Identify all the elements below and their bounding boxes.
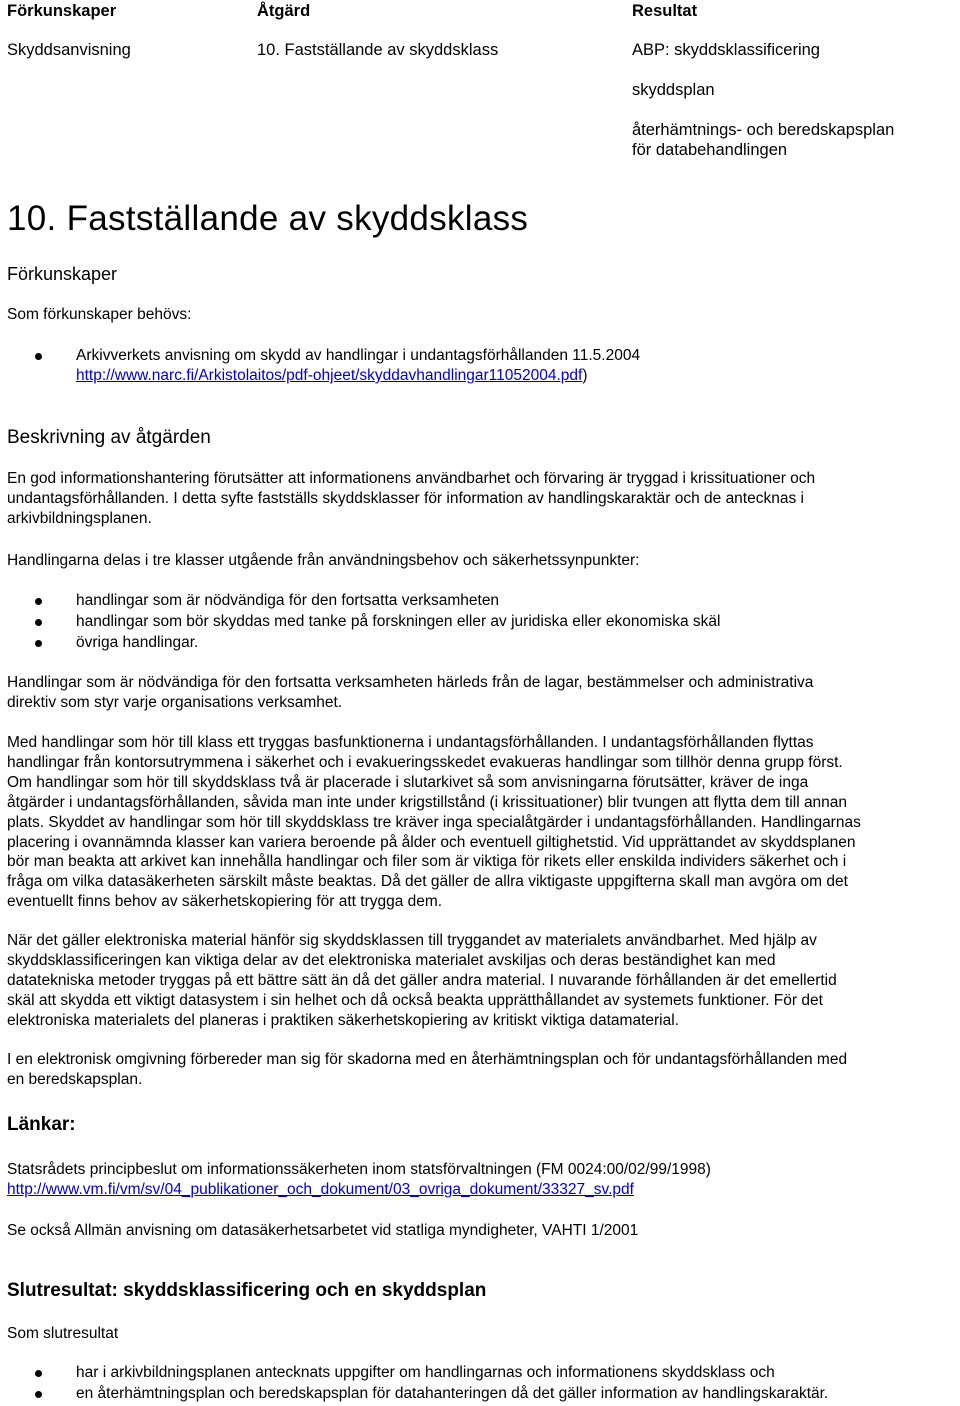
bullet-icon bbox=[35, 598, 42, 605]
description-paragraph-4: Med handlingar som hör till klass ett tryggas basfunktionerna i undantagsförhållanden. I undantagsförhållanden flyttas handlingar från kontorsutrymmena i säkerhet och i evakueringsskedet evakueras handlingar som tillhör denna grupp först. Om handlingar som hör till skyddsklass två är placerade i slutarkivet så som anvisningarna förutsätter, kräver de inga åtgärder i undantagsförhållanden, såvida man inte under krigstillstånd (i krissituationer) blir tvungen att flytta dem till annan plats. Skyddet av handlingar som hör till skyddsklass tre kräver inga specialåtgärder i undantagsförhållanden. Handlingarnas placering i ovannämnda klasser kan variera beroende på ålder och eventuell giltighetstid. Vid upprättandet av skyddsplanen bör man beakta att arkivet kan innehålla handlingar och filer som är viktiga för rikets eller enskilda individers säkerhet och i fråga om vilka datasäkerheten särskilt måste beaktas. Då det gäller de allra viktigaste uppgifterna skall man avgöra om det eventuellt finns behov av säkerhetskopiering för att trygga dem. bbox=[7, 734, 861, 911]
column-header-action: Åtgärd bbox=[257, 2, 311, 20]
classes-list bbox=[0, 591, 950, 654]
bullet-icon bbox=[35, 1391, 42, 1398]
list-item: har i arkivbildningsplanen antecknats uppgifter om handlingarnas och informationens skyddsklass och bbox=[0, 1363, 950, 1384]
bullet-icon bbox=[35, 619, 42, 626]
cell-action: 10. Fastställande av skyddsklass bbox=[257, 41, 499, 59]
list-item: övriga handlingar. bbox=[0, 633, 950, 654]
links-heading: Länkar: bbox=[7, 1114, 76, 1135]
section-title: 10. Fastställande av skyddsklass bbox=[7, 199, 529, 238]
narc-pdf-link[interactable]: http://www.narc.fi/Arkistolaitos/pdf-ohjeet/skyddavhandlingar11052004.pdf bbox=[76, 367, 583, 384]
link-reference-2: Se också Allmän anvisning om datasäkerhetsarbetet vid statliga myndigheter, VAHTI 1/2001 bbox=[7, 1222, 639, 1239]
cell-result-1: ABP: skyddsklassificering bbox=[632, 41, 820, 59]
bullet-icon bbox=[35, 1370, 42, 1377]
cell-result-4: för databehandlingen bbox=[632, 141, 788, 159]
list-item: Arkivverkets anvisning om skydd av handlingar i undantagsförhållanden 11.5.2004 bbox=[0, 346, 950, 367]
list-item: handlingar som bör skyddas med tanke på forskningen eller av juridiska eller ekonomiska skäl bbox=[0, 612, 950, 633]
link-reference-1: Statsrådets principbeslut om informationssäkerheten inom statsförvaltningen (FM 0024:00/02/99/1998) bbox=[7, 1161, 711, 1178]
bullet-icon bbox=[35, 353, 42, 360]
cell-prerequisite: Skyddsanvisning bbox=[7, 41, 131, 59]
description-paragraph-2: Handlingarna delas i tre klasser utgående från användningsbehov och säkerhetssynpunkter: bbox=[7, 552, 640, 569]
column-header-result: Resultat bbox=[632, 2, 698, 20]
list-item: en återhämtningsplan och beredskapsplan för datahanteringen då det gäller information av handlingskaraktär. bbox=[0, 1384, 950, 1405]
prerequisites-list bbox=[0, 346, 950, 367]
description-paragraph-1: En god informationshantering förutsätter att informationens användbarhet och förvaring är tryggad i krissituationer och undantagsförhållanden. I detta syfte fastställs skyddsklasser för information av handlingskaraktär och de antecknas i arkivbildningsplanen. bbox=[7, 470, 816, 527]
bullet-icon bbox=[35, 640, 42, 647]
final-result-intro: Som slutresultat bbox=[7, 1325, 119, 1342]
column-header-prerequisites: Förkunskaper bbox=[7, 2, 117, 20]
description-paragraph-6: I en elektronisk omgivning förbereder man sig för skadorna med en återhämtningsplan och för undantagsförhållanden med en beredskapsplan. bbox=[7, 1051, 848, 1088]
cell-result-2: skyddsplan bbox=[632, 81, 715, 99]
vm-pdf-link[interactable]: http://www.vm.fi/vm/sv/04_publikationer_och_dokument/03_ovriga_dokument/33327_sv.pdf bbox=[7, 1181, 634, 1198]
list-item: handlingar som är nödvändiga för den fortsatta verksamheten bbox=[0, 591, 950, 612]
prerequisites-heading: Förkunskaper bbox=[7, 264, 118, 284]
prerequisites-intro: Som förkunskaper behövs: bbox=[7, 306, 192, 323]
cell-result-3: återhämtnings- och beredskapsplan bbox=[632, 121, 895, 139]
final-result-heading: Slutresultat: skyddsklassificering och en skyddsplan bbox=[7, 1280, 487, 1301]
prerequisite-reference: http://www.narc.fi/Arkistolaitos/pdf-ohjeet/skyddavhandlingar11052004.pdf) bbox=[76, 367, 588, 384]
description-heading: Beskrivning av åtgärden bbox=[7, 427, 211, 448]
description-paragraph-3: Handlingar som är nödvändiga för den fortsatta verksamheten härleds från de lagar, bestämmelser och administrativa direktiv som styr varje organisations verksamhet. bbox=[7, 674, 814, 711]
description-paragraph-5: När det gäller elektroniska material hänför sig skyddsklassen till tryggandet av materialets användbarhet. Med hjälp av skyddsklassificeringen kan viktiga delar av det elektroniska materialet avskiljas och deras beständighet kan med datatekniska metoder tryggas på ett bättre sätt än då det gäller andra material. I nuvarande förhållanden är det emellertid skäl att skydda ett viktigt datasystem i sin helhet och då också beakta upprätthållandet av systemets funktioner. För det elektroniska materialets del planeras i praktiken säkerhetskopiering av kritiskt viktiga datamaterial. bbox=[7, 932, 837, 1029]
final-result-list bbox=[0, 1363, 950, 1405]
